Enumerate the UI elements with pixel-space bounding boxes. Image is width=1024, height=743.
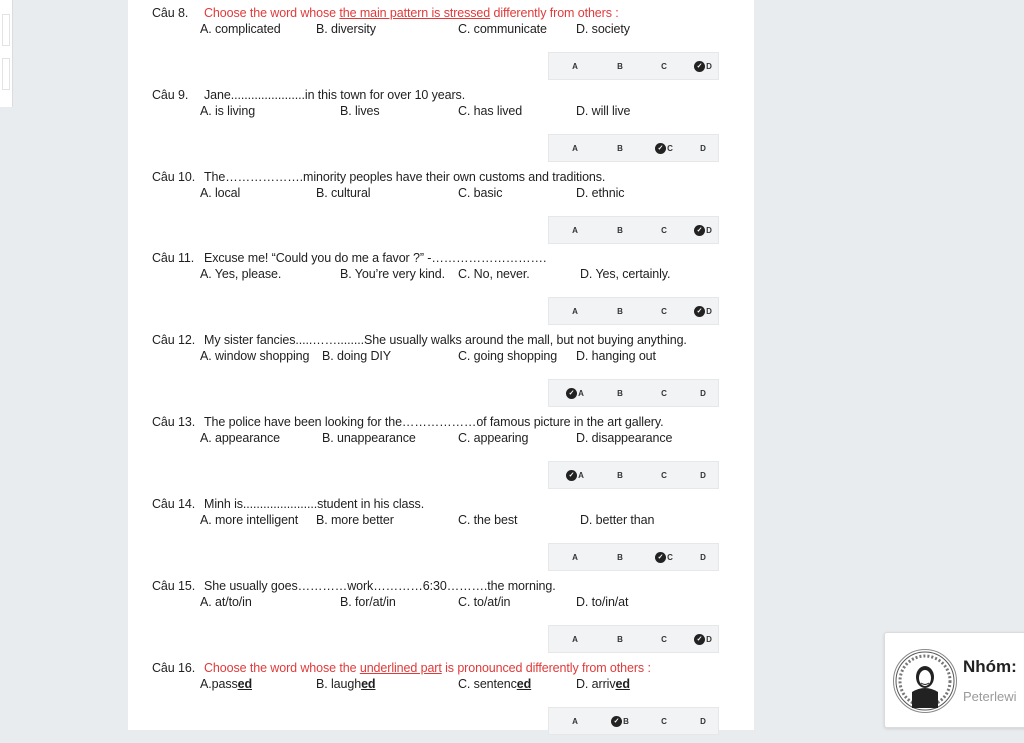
question-block bbox=[128, 497, 754, 579]
question-block bbox=[128, 415, 754, 497]
answer-letter: D bbox=[700, 552, 706, 562]
check-icon: ✓ bbox=[655, 552, 666, 563]
question-number: Câu 15. bbox=[152, 579, 196, 593]
answer-letter: A bbox=[578, 388, 584, 398]
answer-button-c[interactable] bbox=[643, 135, 685, 161]
option-text bbox=[316, 513, 394, 527]
question-block bbox=[128, 579, 754, 661]
underlined-ending: ed bbox=[516, 677, 532, 691]
option-label: C. the best bbox=[458, 513, 518, 527]
option-text bbox=[340, 267, 445, 281]
answer-button-d[interactable] bbox=[682, 626, 724, 652]
answer-letter: A bbox=[572, 143, 578, 153]
answer-letter: B bbox=[617, 470, 623, 480]
question-text-part: Minh is......................student in his class. bbox=[204, 497, 425, 511]
underlined-ending: ed bbox=[361, 677, 376, 691]
option-text bbox=[458, 513, 517, 527]
anonymous-mask-icon bbox=[894, 650, 956, 712]
answer-letter: B bbox=[623, 716, 629, 726]
answer-button-a[interactable] bbox=[554, 298, 596, 324]
answer-letter: A bbox=[572, 634, 578, 644]
option-text bbox=[200, 104, 255, 118]
answer-button-c[interactable] bbox=[643, 217, 685, 243]
check-icon: ✓ bbox=[566, 470, 577, 481]
answer-button-d[interactable] bbox=[682, 462, 724, 488]
question-text bbox=[204, 333, 687, 347]
question-number: Câu 16. bbox=[152, 661, 196, 675]
option-label: B. for/at/in bbox=[340, 595, 396, 609]
option-text bbox=[316, 22, 376, 36]
option-label: D. society bbox=[576, 22, 630, 36]
question-block bbox=[128, 88, 754, 170]
option-label: A. complicated bbox=[200, 22, 281, 36]
answer-choices bbox=[548, 134, 719, 162]
answer-button-d[interactable] bbox=[682, 298, 724, 324]
option-label: C. has lived bbox=[458, 104, 523, 118]
answer-choices bbox=[548, 297, 719, 325]
option-text bbox=[576, 349, 656, 363]
option-label: B. doing DIY bbox=[322, 349, 391, 363]
answer-letter: C bbox=[667, 552, 673, 562]
option-label: C. going shopping bbox=[458, 349, 558, 363]
option-label: B. laugh bbox=[316, 677, 362, 691]
question-block bbox=[128, 170, 754, 252]
answer-letter: B bbox=[617, 634, 623, 644]
answer-button-c[interactable] bbox=[643, 626, 685, 652]
question-number: Câu 9. bbox=[152, 88, 189, 102]
answer-letter: B bbox=[617, 61, 623, 71]
option-text bbox=[200, 186, 240, 200]
question-line bbox=[152, 661, 651, 675]
option-text bbox=[322, 431, 416, 445]
answer-button-a[interactable] bbox=[554, 544, 596, 570]
left-side-tab[interactable] bbox=[0, 0, 13, 107]
underlined-ending: ed bbox=[615, 677, 630, 691]
answer-button-b[interactable] bbox=[599, 298, 641, 324]
option-text bbox=[200, 22, 281, 36]
answer-button-b[interactable] bbox=[599, 380, 641, 406]
question-block bbox=[128, 6, 754, 88]
option-label: D. disappearance bbox=[576, 431, 673, 445]
option-label: B. lives bbox=[340, 104, 380, 118]
question-text bbox=[204, 415, 663, 429]
answer-button-a[interactable] bbox=[554, 53, 596, 79]
option-text bbox=[458, 267, 530, 281]
answer-button-d[interactable] bbox=[682, 217, 724, 243]
answer-letter: B bbox=[617, 225, 623, 235]
underlined-ending: ed bbox=[237, 677, 253, 691]
answer-button-d[interactable] bbox=[682, 544, 724, 570]
option-label: A. appearance bbox=[200, 431, 281, 445]
option-text bbox=[200, 267, 281, 281]
question-text bbox=[204, 88, 465, 102]
answer-letter: A bbox=[572, 716, 578, 726]
question-text-part: The……………….minority peoples have their own customs and traditions. bbox=[204, 170, 606, 184]
answer-button-a[interactable] bbox=[554, 626, 596, 652]
answer-button-d[interactable] bbox=[682, 708, 724, 734]
question-block bbox=[128, 661, 754, 743]
answer-button-a[interactable] bbox=[554, 135, 596, 161]
option-text bbox=[458, 186, 502, 200]
answer-letter: D bbox=[700, 716, 706, 726]
answer-choices bbox=[548, 379, 719, 407]
option-label: D. hanging out bbox=[576, 349, 656, 363]
answer-choices bbox=[548, 461, 719, 489]
option-text bbox=[458, 104, 522, 118]
option-label: A. is living bbox=[200, 104, 256, 118]
answer-letter: C bbox=[661, 306, 667, 316]
question-text bbox=[204, 6, 619, 20]
option-label: C. sentenc bbox=[458, 677, 517, 691]
option-text bbox=[576, 431, 672, 445]
group-card[interactable] bbox=[884, 632, 1024, 728]
question-number: Câu 10. bbox=[152, 170, 196, 184]
option-label: C. communicate bbox=[458, 22, 547, 36]
option-text bbox=[200, 349, 309, 363]
question-text-part: is pronounced differently from others : bbox=[441, 661, 651, 675]
answer-choices bbox=[548, 52, 719, 80]
option-label: A. at/to/in bbox=[200, 595, 252, 609]
answer-button-b[interactable] bbox=[599, 626, 641, 652]
answer-button-b[interactable] bbox=[599, 53, 641, 79]
option-label: C. to/at/in bbox=[458, 595, 511, 609]
check-icon: ✓ bbox=[611, 716, 622, 727]
option-label: C. No, never. bbox=[458, 267, 530, 281]
answer-button-c[interactable] bbox=[643, 544, 685, 570]
answer-button-a[interactable] bbox=[554, 380, 596, 406]
option-text bbox=[340, 595, 396, 609]
option-label: A.pass bbox=[200, 677, 238, 691]
worksheet-page bbox=[128, 0, 754, 730]
answer-choices bbox=[548, 707, 719, 735]
answer-letter: B bbox=[617, 143, 623, 153]
answer-letter: D bbox=[700, 388, 706, 398]
option-label: D. will live bbox=[576, 104, 631, 118]
option-text bbox=[576, 22, 630, 36]
answer-button-d[interactable] bbox=[682, 53, 724, 79]
question-text-part: My sister fancies.....……........She usually walks around the mall, but not buying anything. bbox=[204, 333, 687, 347]
question-text-part: She usually goes…………work…………6:30……….the morning. bbox=[204, 579, 556, 593]
answer-button-b[interactable] bbox=[599, 544, 641, 570]
answer-choices bbox=[548, 625, 719, 653]
question-text-part: Excuse me! “Could you do me a favor ?” -………………………. bbox=[204, 251, 547, 265]
answer-letter: A bbox=[572, 552, 578, 562]
option-label: C. basic bbox=[458, 186, 503, 200]
question-number: Câu 12. bbox=[152, 333, 196, 347]
answer-button-a[interactable] bbox=[554, 462, 596, 488]
question-text bbox=[204, 170, 605, 184]
option-text bbox=[322, 349, 391, 363]
option-label: D. Yes, certainly. bbox=[580, 267, 671, 281]
option-text bbox=[580, 267, 670, 281]
option-text bbox=[200, 431, 280, 445]
question-text bbox=[204, 497, 424, 511]
answer-letter: D bbox=[706, 225, 712, 235]
option-text bbox=[458, 22, 547, 36]
answer-letter: C bbox=[661, 716, 667, 726]
question-text bbox=[204, 661, 651, 675]
answer-letter: A bbox=[572, 306, 578, 316]
answer-choices bbox=[548, 216, 719, 244]
question-number: Câu 13. bbox=[152, 415, 196, 429]
option-text bbox=[576, 677, 630, 691]
answer-letter: A bbox=[578, 470, 584, 480]
answer-letter: D bbox=[706, 61, 712, 71]
answer-letter: B bbox=[617, 306, 623, 316]
option-text bbox=[200, 677, 252, 691]
question-text bbox=[204, 251, 546, 265]
question-number: Câu 8. bbox=[152, 6, 189, 20]
answer-choices bbox=[548, 543, 719, 571]
option-label: B. more better bbox=[316, 513, 394, 527]
group-title: Nhóm: bbox=[963, 657, 1017, 676]
option-text bbox=[458, 595, 510, 609]
check-icon: ✓ bbox=[694, 61, 705, 72]
option-label: D. arriv bbox=[576, 677, 616, 691]
answer-button-b[interactable] bbox=[599, 708, 641, 734]
question-block bbox=[128, 333, 754, 415]
answer-letter: B bbox=[617, 552, 623, 562]
question-block bbox=[128, 251, 754, 333]
question-line bbox=[152, 251, 546, 265]
answer-letter: D bbox=[706, 306, 712, 316]
option-text bbox=[340, 104, 380, 118]
answer-letter: A bbox=[572, 61, 578, 71]
option-label: B. diversity bbox=[316, 22, 376, 36]
question-line bbox=[152, 170, 605, 184]
answer-button-c[interactable] bbox=[643, 298, 685, 324]
option-text bbox=[576, 186, 624, 200]
answer-button-d[interactable] bbox=[682, 135, 724, 161]
answer-letter: C bbox=[661, 470, 667, 480]
question-line bbox=[152, 333, 687, 347]
check-icon: ✓ bbox=[694, 306, 705, 317]
answer-button-b[interactable] bbox=[599, 217, 641, 243]
option-label: B. You’re very kind. bbox=[340, 267, 446, 281]
check-icon: ✓ bbox=[694, 634, 705, 645]
question-text-part: differently from others : bbox=[490, 6, 619, 20]
answer-button-d[interactable] bbox=[682, 380, 724, 406]
group-subtitle: Peterlewi bbox=[963, 689, 1017, 704]
underlined-phrase: underlined part bbox=[359, 661, 442, 675]
question-text bbox=[204, 579, 556, 593]
option-text bbox=[316, 677, 375, 691]
answer-letter: C bbox=[661, 634, 667, 644]
answer-button-b[interactable] bbox=[599, 462, 641, 488]
answer-letter: A bbox=[572, 225, 578, 235]
option-text bbox=[458, 431, 528, 445]
option-label: C. appearing bbox=[458, 431, 529, 445]
answer-button-c[interactable] bbox=[643, 380, 685, 406]
option-label: D. to/in/at bbox=[576, 595, 629, 609]
answer-button-c[interactable] bbox=[643, 53, 685, 79]
option-text bbox=[200, 595, 252, 609]
answer-button-a[interactable] bbox=[554, 708, 596, 734]
option-text bbox=[458, 677, 531, 691]
option-label: B. unappearance bbox=[322, 431, 416, 445]
question-line bbox=[152, 88, 465, 102]
group-avatar bbox=[893, 649, 957, 713]
question-number: Câu 11. bbox=[152, 251, 195, 265]
option-label: A. window shopping bbox=[200, 349, 310, 363]
check-icon: ✓ bbox=[566, 388, 577, 399]
answer-letter: B bbox=[617, 388, 623, 398]
option-label: D. better than bbox=[580, 513, 655, 527]
question-line bbox=[152, 6, 619, 20]
check-icon: ✓ bbox=[694, 225, 705, 236]
answer-button-a[interactable] bbox=[554, 217, 596, 243]
question-line bbox=[152, 497, 424, 511]
answer-button-b[interactable] bbox=[599, 135, 641, 161]
answer-letter: D bbox=[700, 470, 706, 480]
option-label: A. Yes, please. bbox=[200, 267, 282, 281]
option-text bbox=[576, 104, 630, 118]
answer-letter: C bbox=[661, 388, 667, 398]
answer-letter: C bbox=[661, 225, 667, 235]
underlined-phrase: the main pattern is stressed bbox=[339, 6, 491, 20]
option-text bbox=[580, 513, 654, 527]
check-icon: ✓ bbox=[655, 143, 666, 154]
option-text bbox=[576, 595, 628, 609]
option-label: A. local bbox=[200, 186, 241, 200]
option-label: A. more intelligent bbox=[200, 513, 299, 527]
question-line bbox=[152, 579, 556, 593]
option-text bbox=[200, 513, 298, 527]
answer-letter: C bbox=[661, 61, 667, 71]
option-label: D. ethnic bbox=[576, 186, 625, 200]
answer-letter: D bbox=[700, 143, 706, 153]
answer-letter: D bbox=[706, 634, 712, 644]
answer-button-c[interactable] bbox=[643, 708, 685, 734]
option-text bbox=[458, 349, 557, 363]
option-label: B. cultural bbox=[316, 186, 371, 200]
question-number: Câu 14. bbox=[152, 497, 196, 511]
answer-button-c[interactable] bbox=[643, 462, 685, 488]
option-text bbox=[316, 186, 370, 200]
question-text-part: The police have been looking for the………………of famous picture in the art gallery. bbox=[204, 415, 664, 429]
question-text-part: Choose the word whose bbox=[204, 6, 340, 20]
question-line bbox=[152, 415, 663, 429]
answer-letter: C bbox=[667, 143, 673, 153]
question-text-part: Jane......................in this town for over 10 years. bbox=[204, 88, 466, 102]
question-text-part: Choose the word whose the bbox=[204, 661, 360, 675]
